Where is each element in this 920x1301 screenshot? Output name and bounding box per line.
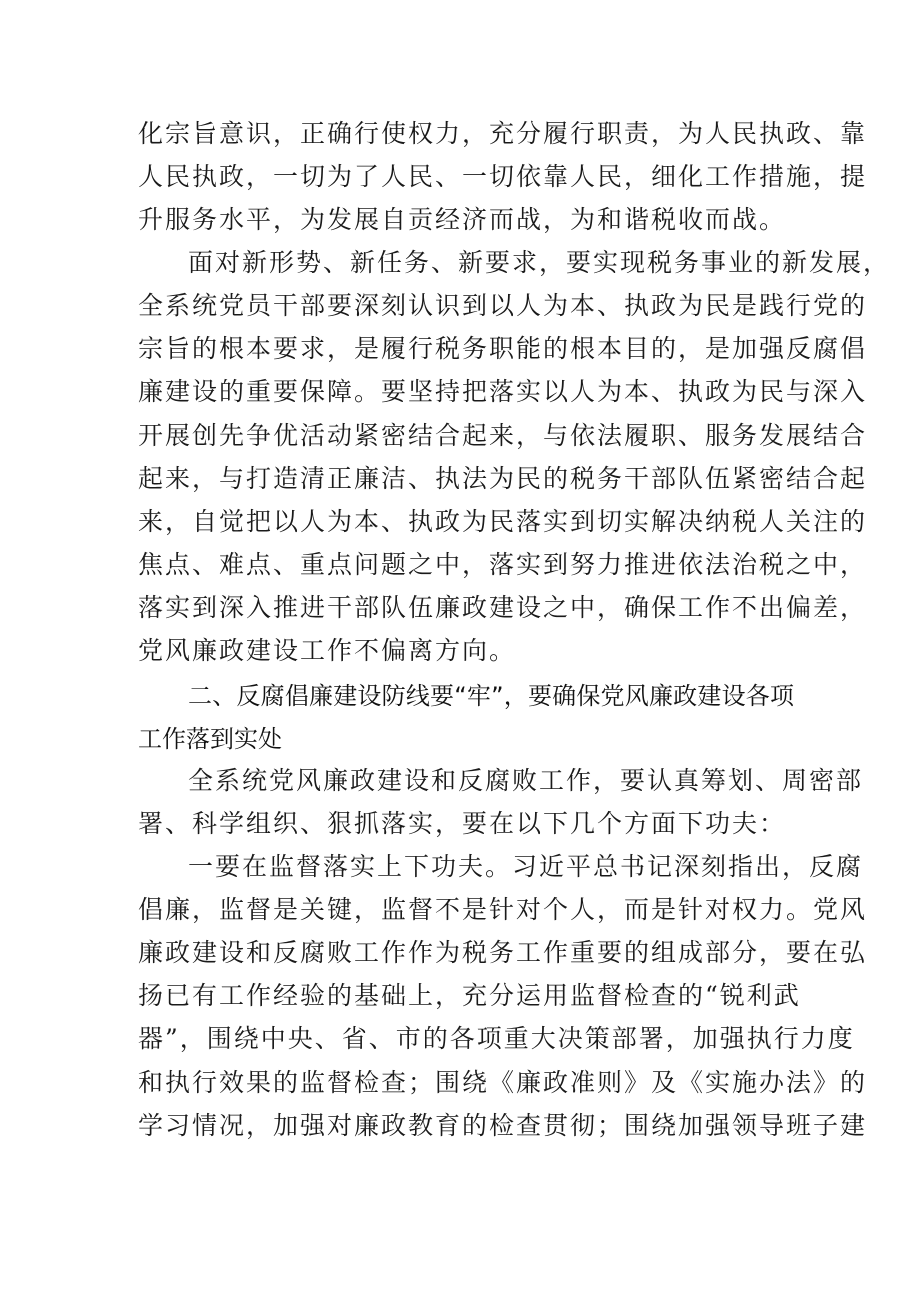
body-text-line: 扬已有工作经验的基础上，充分运用监督检查的“锐利武 [138, 981, 801, 1010]
body-text-line: 宗旨的根本要求，是履行税务职能的根本目的，是加强反腐倡 [138, 334, 868, 363]
body-text-line: 署、科学组织、狠抓落实，要在以下几个方面下功夫： [138, 809, 787, 838]
body-text-line: 和执行效果的监督检查；围绕《廉政准则》及《实施办法》的 [138, 1068, 868, 1097]
body-text-line: 来，自觉把以人为本、执政为民落实到切实解决纳税人关注的 [138, 507, 868, 536]
body-text-line: 学习情况，加强对廉政教育的检查贯彻；围绕加强领导班子建 [138, 1111, 868, 1140]
body-text-line: 廉政建设和反腐败工作作为税务工作重要的组成部分，要在弘 [138, 938, 868, 967]
body-text-line: 廉建设的重要保障。要坚持把落实以人为本、执政为民与深入 [138, 377, 868, 406]
body-text-line: 开展创先争优活动紧密结合起来，与依法履职、服务发展结合 [138, 421, 868, 450]
body-text-line: 倡廉，监督是关键，监督不是针对个人，而是针对权力。党风 [138, 895, 868, 924]
body-text-line: 器”，围绕中央、省、市的各项重大决策部署，加强执行力度 [138, 1024, 855, 1053]
body-text-line: 人民执政，一切为了人民、一切依靠人民，细化工作措施，提 [138, 162, 868, 191]
paragraph-first-line: 全系统党风廉政建设和反腐败工作，要认真筹划、周密部 [188, 766, 864, 795]
body-text-line: 落实到深入推进干部队伍廉政建设之中，确保工作不出偏差， [138, 593, 868, 622]
body-text-line: 起来，与打造清正廉洁、执法为民的税务干部队伍紧密结合起 [138, 464, 868, 493]
body-text-line: 焦点、难点、重点问题之中，落实到努力推进依法治税之中， [138, 550, 868, 579]
paragraph-first-line: 面对新形势、新任务、新要求，要实现税务事业的新发展， [188, 248, 891, 277]
body-text-line: 党风廉政建设工作不偏离方向。 [138, 636, 517, 665]
section-heading: 二、反腐倡廉建设防线要“牢”，要确保党风廉政建设各项 [188, 682, 794, 710]
body-text-line: 化宗旨意识，正确行使权力，充分履行职责，为人民执政、靠 [138, 119, 868, 148]
body-text-line: 升服务水平，为发展自贡经济而战，为和谐税收而战。 [138, 205, 787, 234]
paragraph-first-line: 一要在监督落实上下功夫。习近平总书记深刻指出，反腐 [188, 852, 864, 881]
body-text-line: 全系统党员干部要深刻认识到以人为本、执政为民是践行党的 [138, 291, 868, 320]
section-heading-continued: 工作落到实处 [138, 725, 282, 753]
